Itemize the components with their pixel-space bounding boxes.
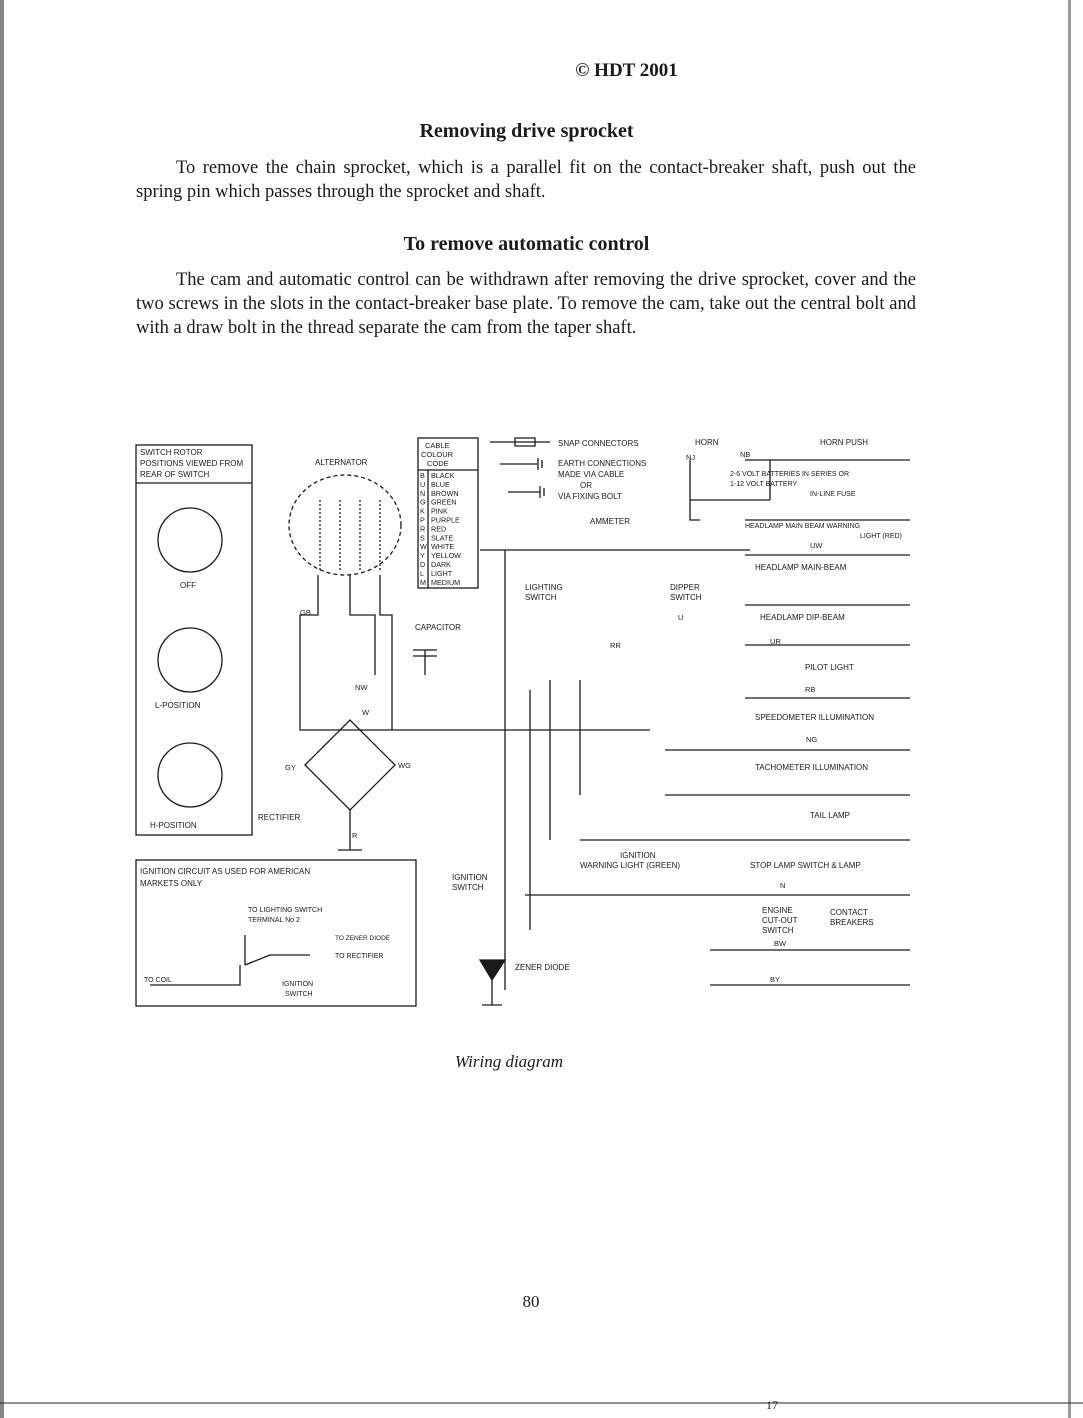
corner-mark: 17 (766, 1398, 778, 1412)
wire-tag-uw: UW (810, 541, 823, 550)
cut-out-label-1: ENGINE (762, 906, 793, 915)
wire-tag-u: U (678, 613, 684, 622)
ignition-inset-switch-1: IGNITION (282, 981, 314, 988)
cable-colour-header-1: CABLE (425, 441, 450, 450)
ignition-inset-title-2: MARKETS ONLY (140, 879, 203, 888)
rotor-h-diagram (158, 743, 222, 807)
lighting-switch-label-2: SWITCH (525, 593, 557, 602)
cable-colour-header-3: CODE (427, 459, 449, 468)
wire-tag-nb: NB (740, 450, 751, 459)
headlamp-dip-label: HEADLAMP DIP-BEAM (760, 613, 845, 622)
wire-tag-gb: GB (300, 608, 311, 617)
ignition-warning-label-1: IGNITION (620, 851, 656, 860)
ignition-switch-label-2: SWITCH (452, 883, 484, 892)
stop-lamp-label: STOP LAMP SWITCH & LAMP (750, 861, 861, 870)
legend-earth-2: MADE VIA CABLE (558, 470, 625, 479)
cable-colour-green: GREEN (431, 497, 457, 507)
scan-bottom-edge (0, 1402, 1083, 1404)
switch-rotor-panel (136, 445, 252, 835)
rotor-off-label: OFF (180, 581, 196, 590)
ignition-inset-title-1: IGNITION CIRCUIT AS USED FOR AMERICAN (140, 867, 311, 876)
zener-diode-label: ZENER DIODE (515, 963, 570, 972)
copyright-header: © HDT 2001 (575, 60, 678, 81)
ignition-inset-lighting-2: TERMINAL No 2 (248, 917, 300, 924)
alternator-symbol (289, 475, 401, 575)
cable-code-p: P (420, 515, 425, 525)
wire-tag-gy: GY (285, 763, 296, 772)
cable-colour-dark: DARK (431, 560, 451, 569)
batteries-label-2: 1-12 VOLT BATTERY (730, 481, 798, 488)
section-paragraph-drive-sprocket: To remove the chain sprocket, which is a parallel fit on the contact-breaker shaft, push out the spring pin which passes through the sprocket and shaft. (136, 158, 916, 202)
main-beam-warning-label-2: LIGHT (RED) (860, 533, 902, 540)
legend-earth-1: EARTH CONNECTIONS (558, 459, 647, 468)
contact-breakers-label-2: BREAKERS (830, 918, 874, 927)
rotor-h-label: H-POSITION (150, 821, 197, 830)
cable-code-d: D (420, 560, 426, 569)
ignition-warning-label-2: WARNING LIGHT (GREEN) (580, 861, 681, 870)
ignition-inset-switch-2: SWITCH (285, 991, 313, 998)
dipper-switch-label-2: SWITCH (670, 593, 702, 602)
wire-tag-ur: UR (770, 637, 781, 646)
legend-snap-label: SNAP CONNECTORS (558, 439, 639, 448)
cable-code-y: Y (420, 551, 425, 561)
cable-code-b: B (420, 471, 425, 480)
ignition-inset-lighting-1: TO LIGHTING SWITCH (248, 907, 323, 914)
capacitor-label: CAPACITOR (415, 623, 461, 632)
cable-colour-red: RED (431, 524, 447, 534)
ammeter-label: AMMETER (590, 517, 630, 526)
cable-code-l: L (420, 568, 424, 578)
speedometer-label: SPEEDOMETER ILLUMINATION (755, 713, 874, 722)
wire-tag-bw: BW (774, 939, 787, 948)
dipper-switch-label-1: DIPPER (670, 583, 700, 592)
cable-code-u: U (420, 479, 426, 489)
legend-earth-4: VIA FIXING BOLT (558, 492, 622, 501)
tachometer-label: TACHOMETER ILLUMINATION (755, 763, 869, 772)
wire-tag-rb: RB (805, 685, 816, 694)
cut-out-label-3: SWITCH (762, 926, 794, 935)
wire-tag-w: W (362, 708, 370, 717)
cable-colour-slate: SLATE (431, 533, 454, 543)
cable-colour-pink: PINK (431, 506, 448, 516)
rotor-title-line-3: REAR OF SWITCH (140, 470, 210, 479)
rotor-l-diagram (158, 628, 222, 692)
cable-code-m: M (420, 577, 426, 587)
cut-out-label-2: CUT-OUT (762, 916, 798, 925)
lighting-switch-label-1: LIGHTING (525, 583, 563, 592)
cable-colour-black: BLACK (431, 471, 455, 480)
wire-tag-ng: NG (806, 735, 818, 744)
cable-colour-white: WHITE (431, 542, 455, 552)
cable-code-r: R (420, 524, 426, 534)
contact-breakers-label-1: CONTACT (830, 908, 869, 917)
ignition-inset-rectifier: TO RECTIFIER (335, 953, 384, 960)
zener-diode-symbol (480, 960, 505, 980)
cable-code-w: W (420, 542, 427, 552)
tail-lamp-label: TAIL LAMP (810, 811, 851, 820)
wiring-diagram (130, 430, 930, 1020)
wire-tag-n: N (780, 881, 786, 890)
horn-label: HORN (695, 438, 719, 447)
cable-code-s: S (420, 533, 425, 543)
rectifier-label: RECTIFIER (258, 813, 301, 822)
wire-tag-nw: NW (355, 683, 368, 692)
rotor-title-line-2: POSITIONS VIEWED FROM (140, 459, 244, 468)
fuse-label: IN-LINE FUSE (810, 491, 856, 498)
section-paragraph-automatic-control: The cam and automatic control can be withdrawn after removing the drive sprocket, cover and the two screws in the slots in the contact-breaker base plate. To remove the cam, take out the central bolt and with a draw bolt in the thread separate the cam from the taper shaft. (136, 270, 916, 338)
main-beam-warning-label-1: HEADLAMP MAIN BEAM WARNING (745, 523, 861, 530)
wire-tag-r: R (352, 831, 358, 840)
cable-colour-blue: BLUE (431, 479, 450, 489)
section-heading-drive-sprocket: Removing drive sprocket (419, 120, 634, 142)
batteries-label-1: 2-6 VOLT BATTERIES IN SERIES OR (730, 471, 850, 478)
figure-caption: Wiring diagram (454, 1052, 564, 1071)
wire-tag-nj: NJ (686, 453, 696, 462)
cable-code-g: G (420, 497, 426, 507)
pilot-light-label: PILOT LIGHT (805, 663, 854, 672)
wire-tag-by: BY (770, 975, 781, 984)
scan-right-edge (1068, 0, 1071, 1418)
page-number: 80 (522, 1292, 540, 1311)
cable-colour-yellow: YELLOW (431, 551, 461, 561)
rotor-title-line-1: SWITCH ROTOR (140, 448, 203, 457)
ignition-inset-coil: TO COIL (144, 977, 172, 984)
legend-earth-3: OR (580, 481, 592, 490)
cable-colour-header-2: COLOUR (421, 450, 454, 459)
ignition-switch-label-1: IGNITION (452, 873, 488, 882)
scan-left-edge (0, 0, 4, 1418)
horn-push-label: HORN PUSH (820, 438, 869, 447)
cable-code-n: N (420, 488, 426, 498)
section-heading-automatic-control: To remove automatic control (403, 233, 650, 255)
cable-colour-brown: BROWN (431, 488, 459, 498)
rotor-l-label: L-POSITION (155, 701, 201, 710)
cable-colour-light: LIGHT (431, 568, 453, 578)
cable-code-k: K (420, 506, 425, 516)
wire-tag-rr: RR (610, 641, 621, 650)
wire-tag-wg: WG (398, 761, 411, 770)
cable-colour-purple: PURPLE (431, 515, 460, 525)
alternator-label: ALTERNATOR (315, 458, 368, 467)
cable-colour-medium: MEDIUM (431, 577, 461, 587)
ignition-inset-zener: TO ZENER DIODE (335, 935, 391, 942)
rotor-off-diagram (158, 508, 222, 572)
rectifier-bridge (305, 720, 395, 810)
headlamp-main-label: HEADLAMP MAIN-BEAM (755, 563, 847, 572)
